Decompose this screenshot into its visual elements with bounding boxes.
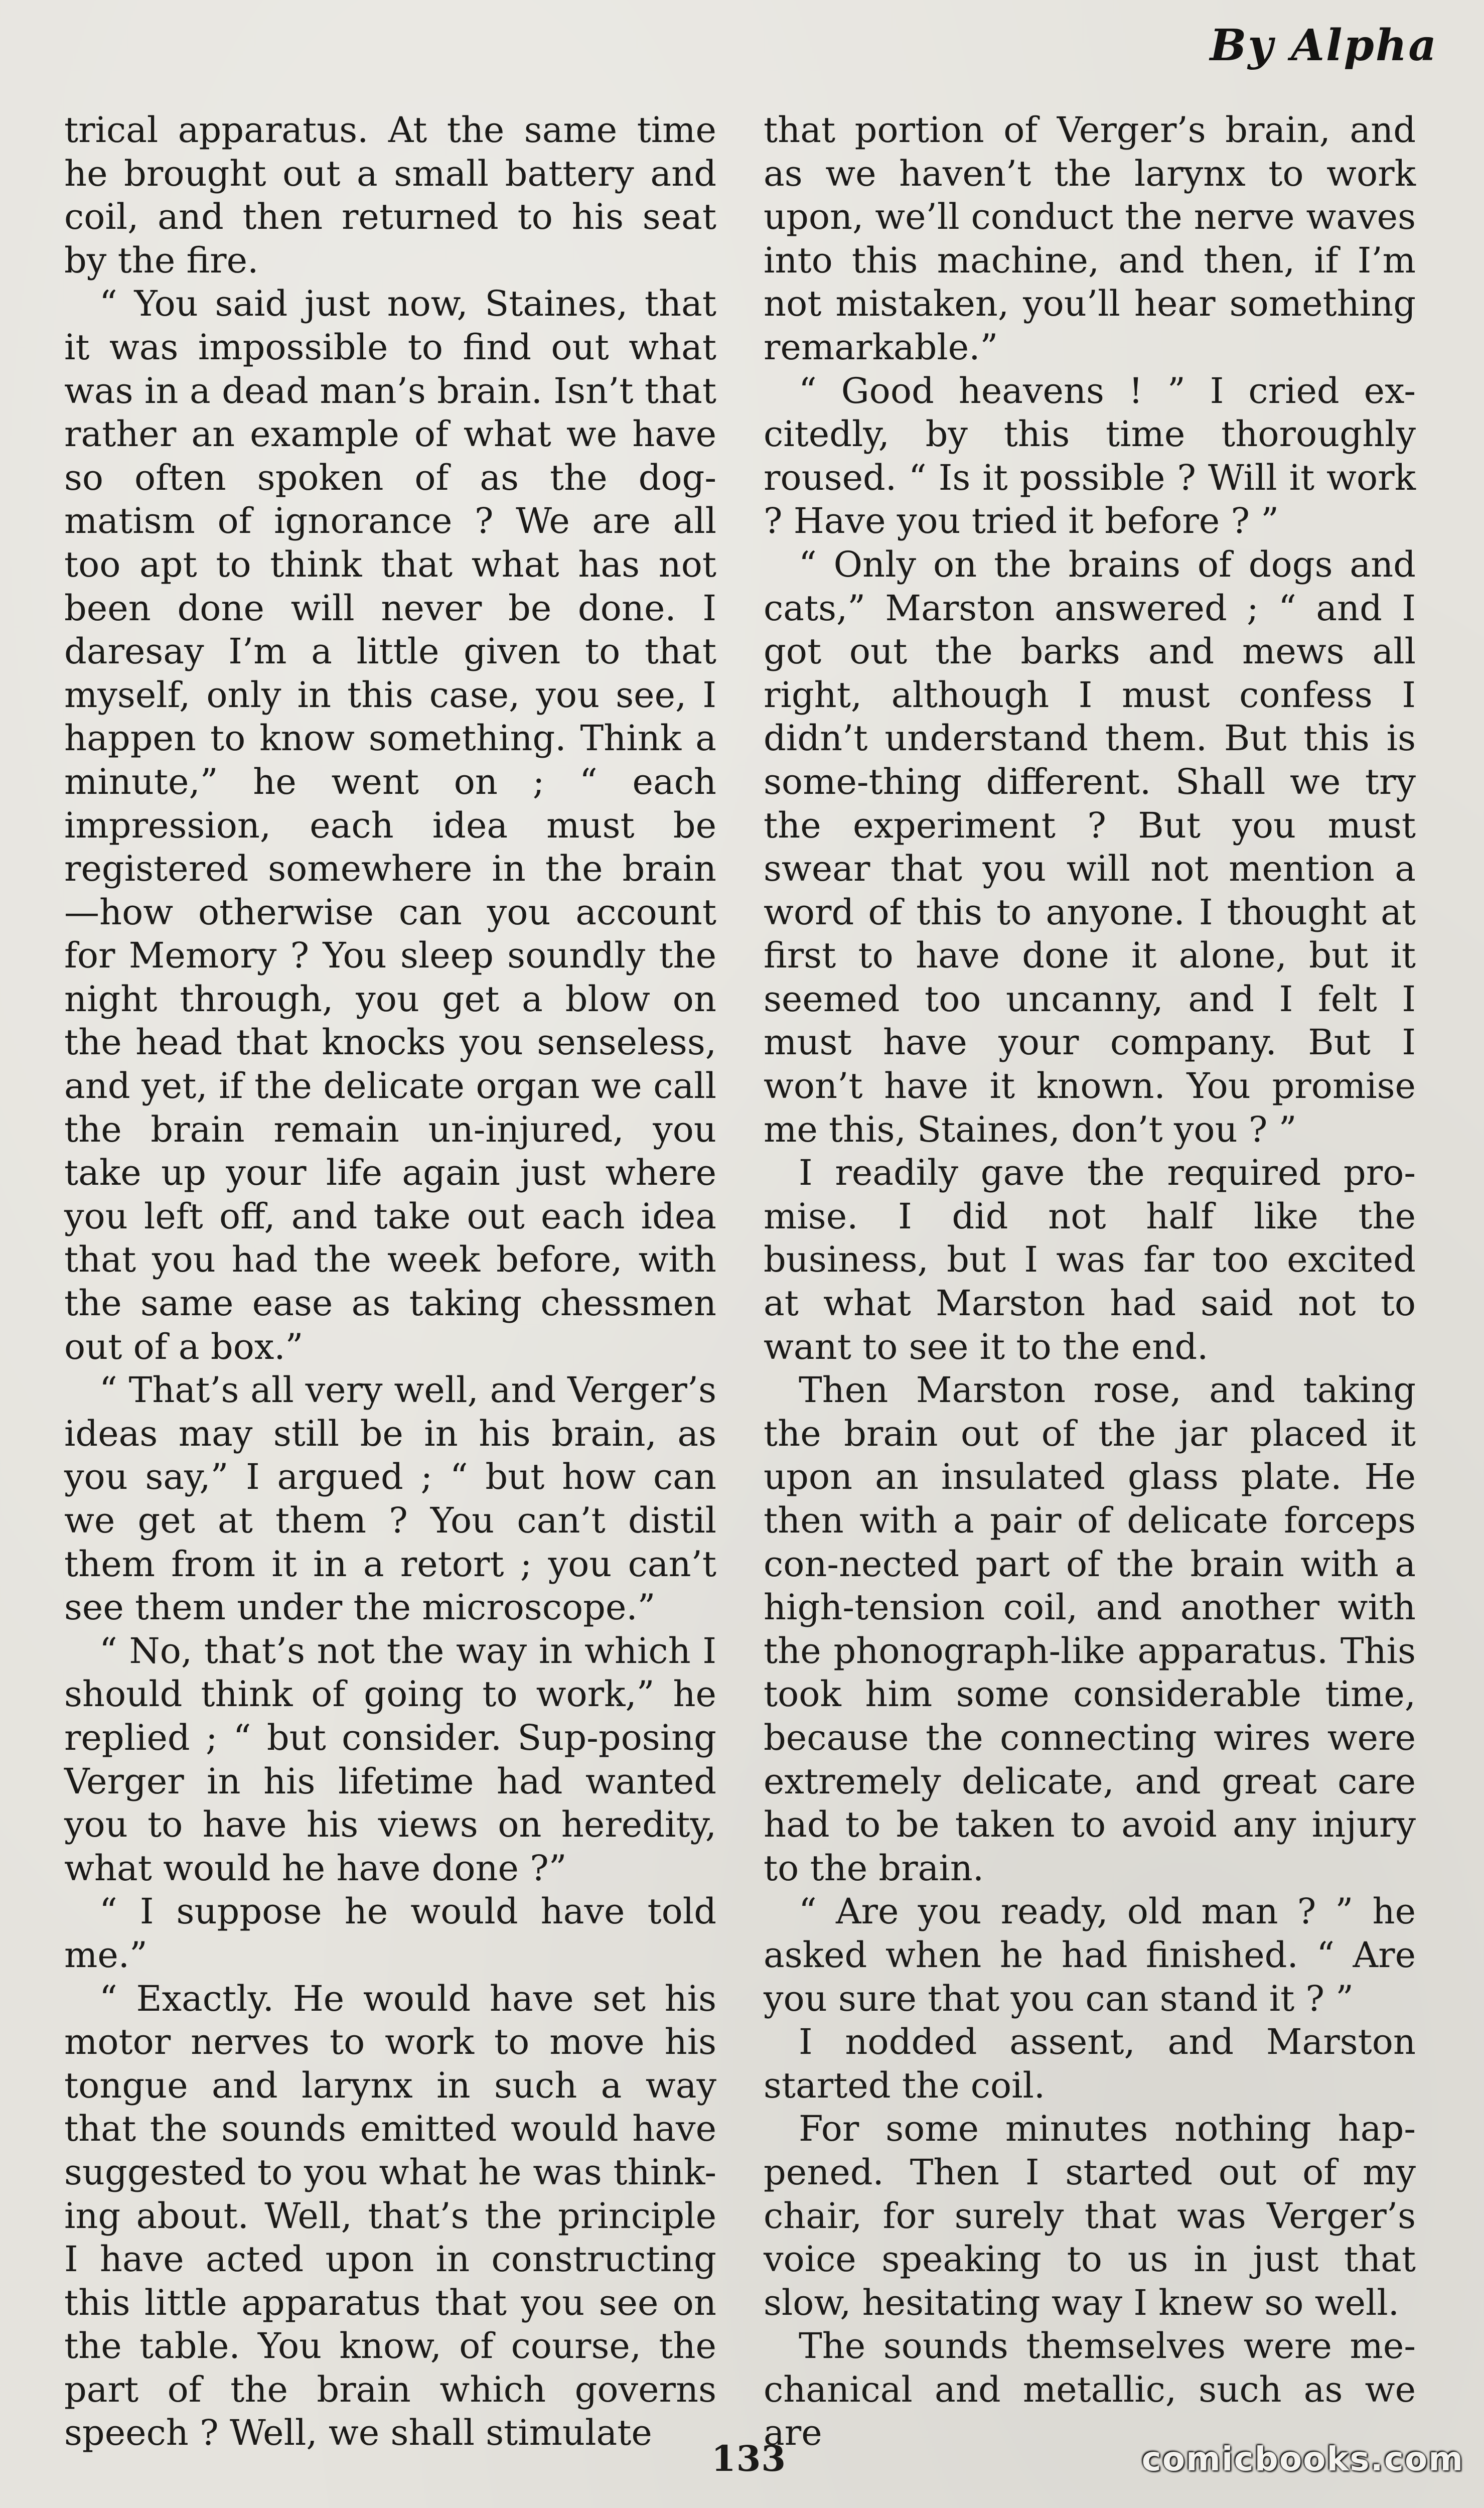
paragraph: “ Exactly. He would have set his motor nerves to work to move his tongue and larynx in such a way that the sounds emitted would have suggested to you what he was think-ing about. Well, that’s the principle I have acted upon in constructing this little apparatus that you see on the table. You know, of course, the part of the brain which governs speech ? Well, we shall stimulate xyxy=(64,1978,716,2454)
page-number: 133 xyxy=(711,2438,787,2479)
paragraph: that portion of Verger’s brain, and as we haven’t the larynx to work upon, we’ll conduct the nerve waves into this machine, and then, if I’m not mistaken, you’ll hear something remarkable.” xyxy=(764,109,1416,368)
paragraph: “ That’s all very well, and Verger’s ideas may still be in his brain, as you say,” I argued ; “ but how can we get at them ? You can’t distil them from it in a retort ; you can’t see them under the microscope.” xyxy=(64,1369,716,1628)
paragraph: “ I suppose he would have told me.” xyxy=(64,1891,716,1976)
paragraph: I readily gave the required pro-mise. I did not half like the business, but I was far too excited at what Marston had said not to want to see it to the end. xyxy=(764,1152,1416,1367)
paragraph: For some minutes nothing hap-pened. Then I started out of my chair, for surely that was Verger’s voice speaking to us in just that slow, hesitating way I knew so well. xyxy=(764,2108,1416,2323)
paragraph: I nodded assent, and Marston started the coil. xyxy=(764,2021,1416,2106)
running-title: By Alpha xyxy=(1210,20,1438,71)
paragraph: “ Only on the brains of dogs and cats,” Marston answered ; “ and I got out the barks and mews all right, although I must confess I didn’t understand them. But this is some-thing different. Shall we try the experiment ? But you must swear that you will not mention a word of this to anyone. I thought at first to have done it alone, but it seemed too uncanny, and I felt I must have your company. But I won’t have it known. You promise me this, Staines, don’t you ? ” xyxy=(764,543,1416,1150)
left-text-column xyxy=(64,108,716,2455)
paragraph: The sounds themselves were me-chanical and metallic, such as we are xyxy=(764,2325,1416,2454)
paragraph: “ You said just now, Staines, that it was impossible to find out what was in a dead man’s brain. Isn’t that rather an example of what we have so often spoken of as the dog-matism of ignorance ? We are all too apt to think that what has not been done will never be done. I daresay I’m a little given to that myself, only in this case, you see, I happen to know something. Think a minute,” he went on ; “ each impression, each idea must be registered somewhere in the brain—how otherwise can you account for Memory ? You sleep soundly the night through, you get a blow on the head that knocks you senseless, and yet, if the delicate organ we call the brain remain un-injured, you take up your life again just where you left off, and take out each idea that you had the week before, with the same ease as taking chessmen out of a box.” xyxy=(64,283,716,1367)
paragraph: “ Good heavens ! ” I cried ex-citedly, by this time thoroughly roused. “ Is it possible ? Will it work ? Have you tried it before ? ” xyxy=(764,370,1416,542)
site-watermark: comicbooks.com xyxy=(1141,2440,1464,2478)
paragraph: “ Are you ready, old man ? ” he asked when he had finished. “ Are you sure that you can stand it ? ” xyxy=(764,1891,1416,2019)
right-text-column xyxy=(764,108,1416,2455)
paragraph: Then Marston rose, and taking the brain out of the jar placed it upon an insulated glass plate. He then with a pair of delicate forceps con-nected part of the brain with a high-tension coil, and another with the phonograph-like apparatus. This took him some considerable time, because the connecting wires were extremely delicate, and great care had to be taken to avoid any injury to the brain. xyxy=(764,1369,1416,1889)
paragraph: “ No, that’s not the way in which I should think of going to work,” he replied ; “ but consider. Sup-posing Verger in his lifetime had wanted you to have his views on heredity, what would he have done ?” xyxy=(64,1630,716,1889)
paragraph: trical apparatus. At the same time he brought out a small battery and coil, and then returned to his seat by the fire. xyxy=(64,109,716,281)
